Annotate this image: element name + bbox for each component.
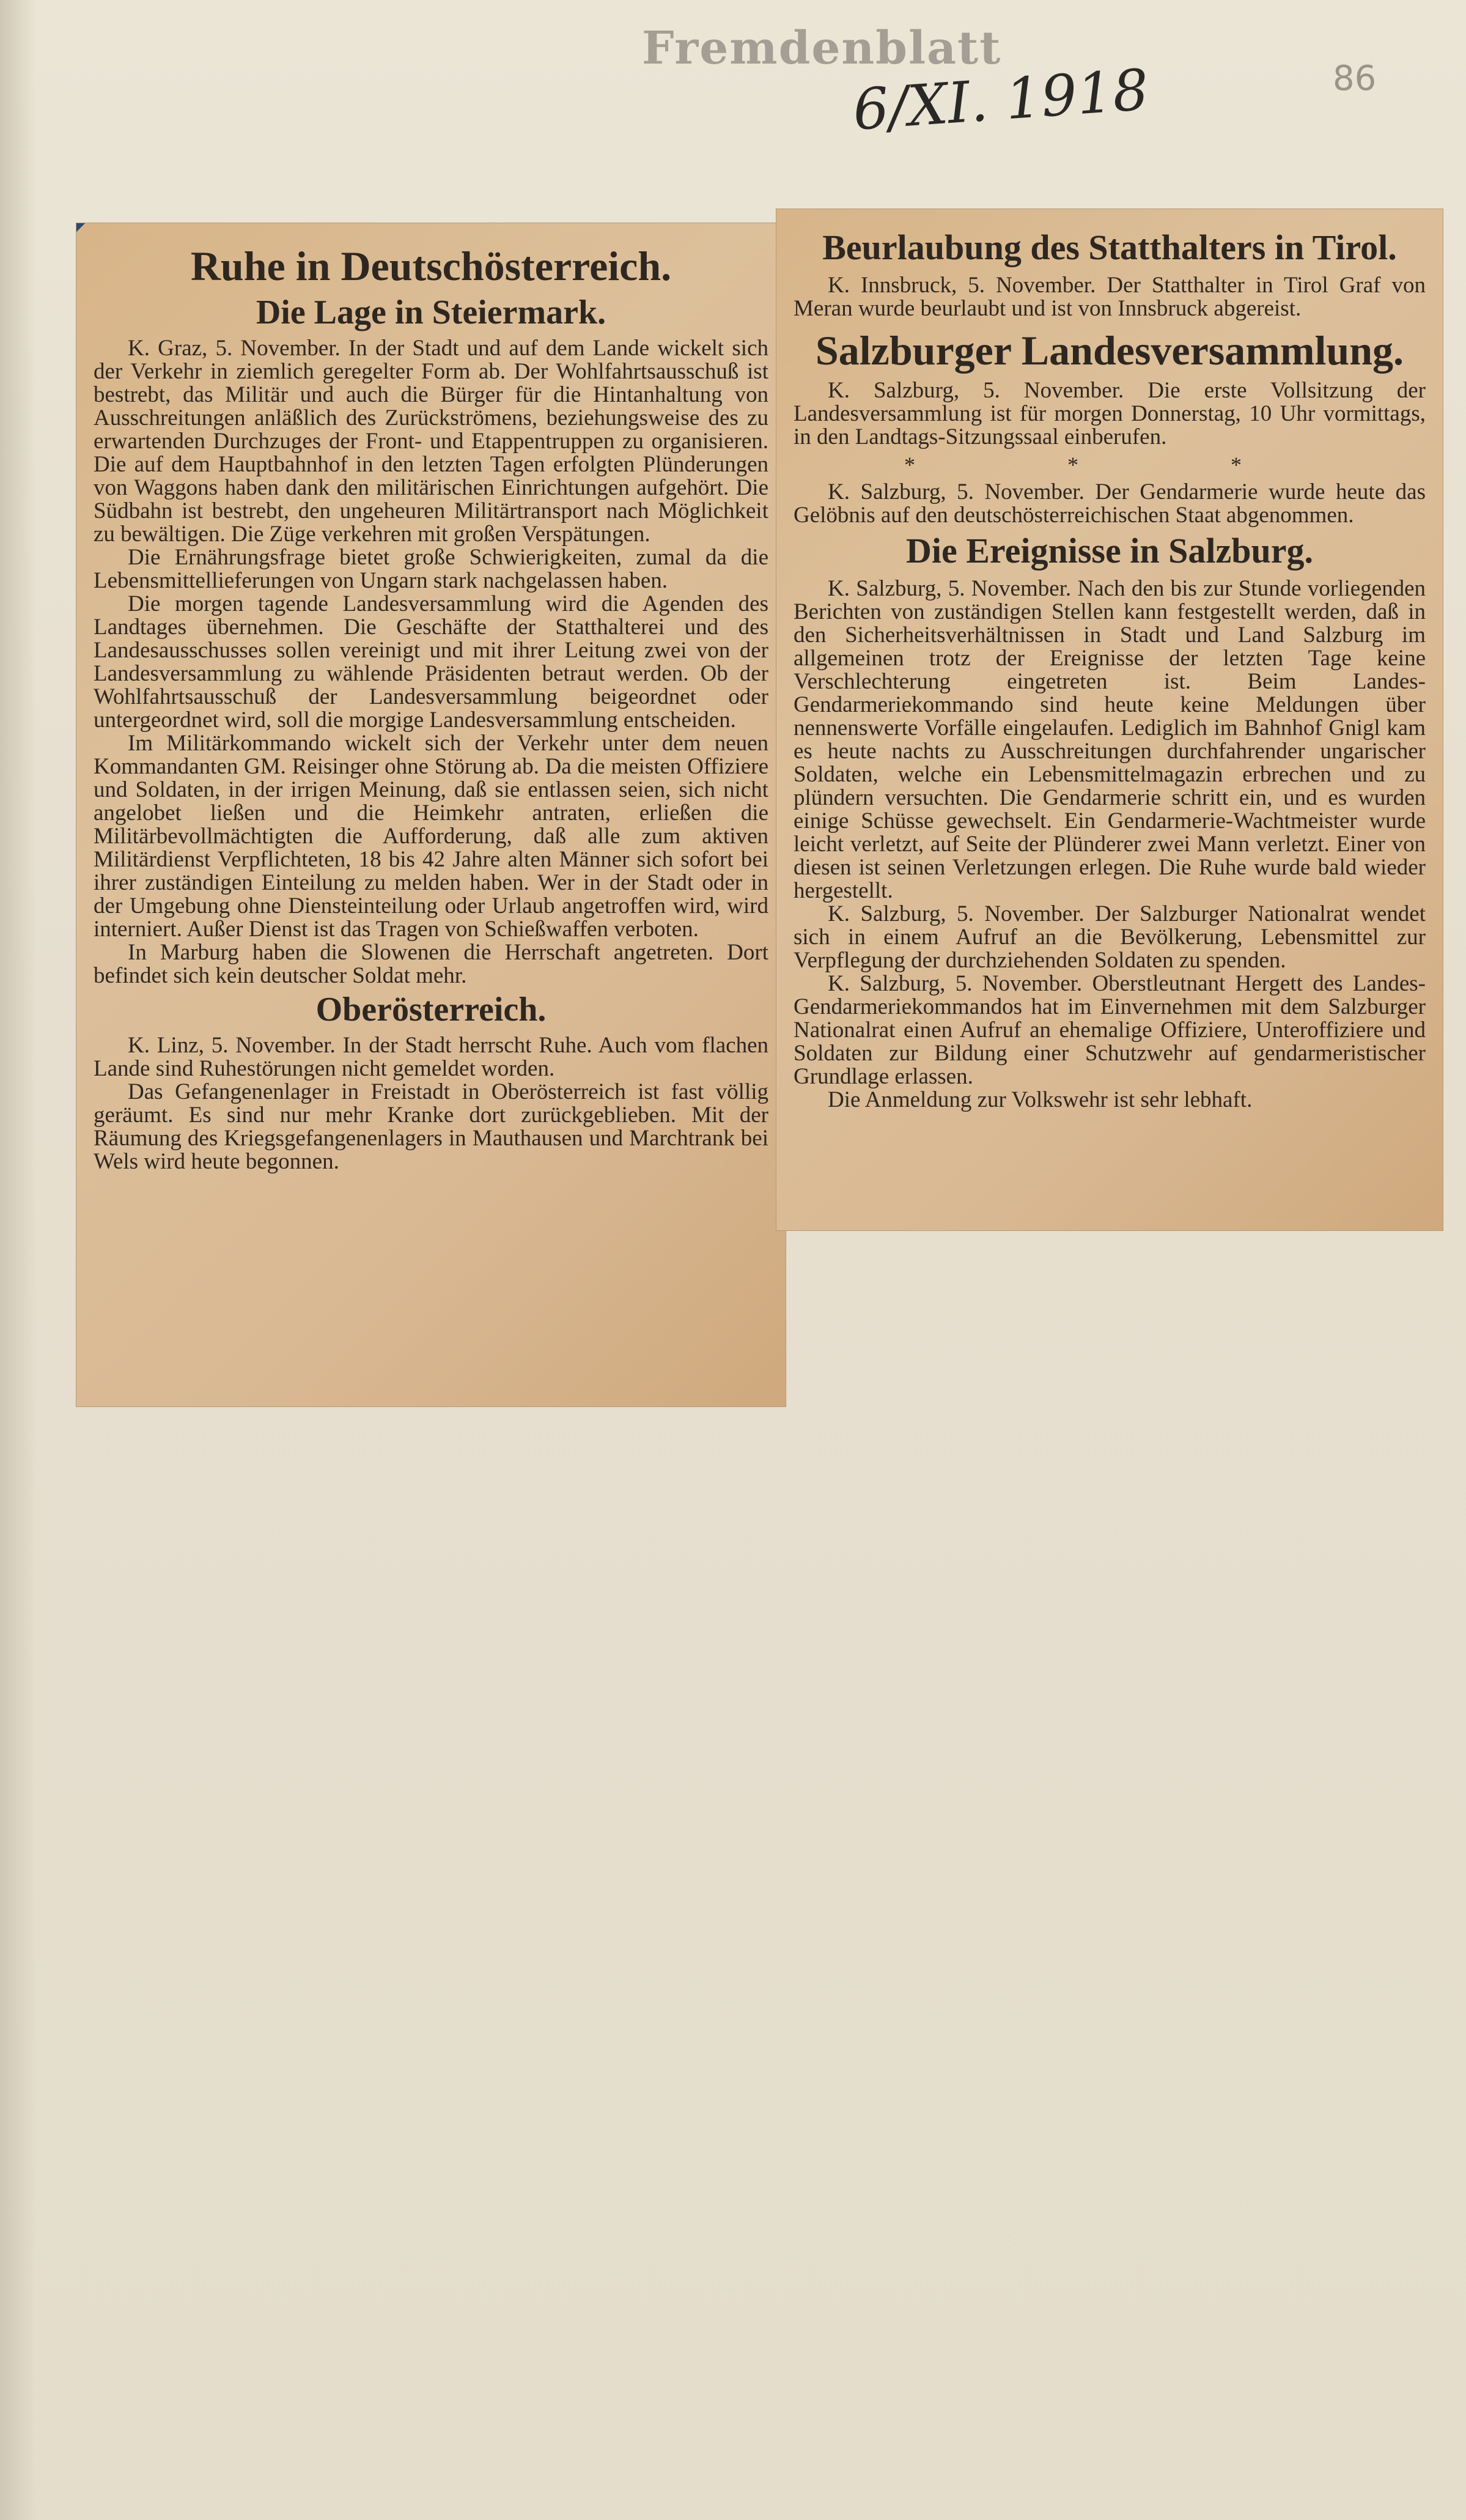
section-title-landesversammlung: Salzburger Landesversammlung. bbox=[815, 327, 1404, 374]
paragraph: In Marburg haben die Slowenen die Herrschaft angetreten. Dort befindet sich kein deutscher Soldat mehr. bbox=[94, 940, 768, 988]
section-title-oberoesterreich: Oberösterreich. bbox=[315, 991, 547, 1029]
newspaper-stamp: Fremdenblatt bbox=[642, 22, 1002, 75]
paragraph: Das Gefangenenlager in Freistadt in Oberösterreich ist fast völlig geräumt. Es sind nur mehr Kranke dort zurückgeblieben. Mit der Räumung des Kriegsgefangenenlagers in Mauthausen und Marchtrank bei Wels wird heute begonnen. bbox=[94, 1079, 768, 1174]
separator-asterisks: * * * bbox=[904, 453, 1315, 477]
paragraph: K. Salzburg, 5. November. Nach den bis zur Stunde vorliegenden Berichten von zuständigen Stellen kann festgestellt werden, daß in den Sicherheitsverhältnissen in Stadt und Land Salzburg im allgemeinen trotz der Ereignisse der letzten Tage keine Verschlechterung eingetreten ist. Beim Landes-Gendarmeriekommando sind heute keine Meldungen über nennenswerte Vorfälle eingelaufen. Lediglich im Bahnhof Gnigl kam es heute nachts zu Ausschreitungen durchfahrender ungarischer Soldaten, welche ein Lebensmittelmagazin erbrechen und zu plündern versuchten. Die Gendarmerie schritt ein, und es wurden einige Schüsse gewechselt. Ein Gendarmerie-Wachtmeister wurde leicht verletzt, auf Seite der Plünderer zwei Mann verletzt. Einer von diesen ist seinen Verletzungen erlegen. Die Ruhe wurde bald wieder hergestellt. bbox=[794, 576, 1426, 903]
paragraph: Die Ernährungsfrage bietet große Schwierigkeiten, zumal da die Lebensmittellieferungen von Ungarn stark nachgelassen haben. bbox=[94, 545, 768, 593]
section-title-steiermark: Die Lage in Steiermark. bbox=[256, 294, 606, 331]
paragraph: K. Salzburg, 5. November. Die erste Vollsitzung der Landesversammlung ist für morgen Donnerstag, 10 Uhr vormittags, in den Landtags-Sitzungssaal einberufen. bbox=[794, 378, 1426, 449]
paragraph: K. Salzburg, 5. November. Der Salzburger Nationalrat wendet sich in einem Aufruf an die Bevölkerung, Lebensmittel zur Verpflegung der durchziehenden Soldaten zu spenden. bbox=[794, 901, 1426, 973]
right-clipping bbox=[776, 209, 1443, 1230]
section-title-tirol: Beurlaubung des Statthalters in Tirol. bbox=[822, 227, 1397, 267]
paragraph: Die Anmeldung zur Volkswehr ist sehr lebhaft. bbox=[828, 1087, 1253, 1112]
paragraph: Die morgen tagende Landesversammlung wird die Agenden des Landtages übernehmen. Die Geschäfte der Statthalterei und des Landesausschusses sollen vereinigt und mit ihrer Leitung zwei von der Landesversammlung zu wählende Präsidenten betraut werden. Ob der Wohlfahrtsausschuß der Landesversammlung beigeordnet oder untergeordnet wird, soll die morgige Landesversammlung entscheiden. bbox=[94, 591, 768, 733]
headline: Ruhe in Deutschösterreich. bbox=[190, 243, 672, 289]
section-title-ereignisse: Die Ereignisse in Salzburg. bbox=[906, 531, 1313, 571]
paragraph: K. Salzburg, 5. November. Der Gendarmerie wurde heute das Gelöbnis auf den deutschösterreichischen Staat abgenommen. bbox=[794, 479, 1426, 528]
paragraph: K. Linz, 5. November. In der Stadt herrscht Ruhe. Auch vom flachen Lande sind Ruhestörungen nicht gemeldet worden. bbox=[94, 1033, 768, 1081]
corner-mark bbox=[76, 223, 168, 278]
paragraph: K. Innsbruck, 5. November. Der Statthalter in Tirol Graf von Meran wurde beurlaubt und ist von Innsbruck abgereist. bbox=[794, 273, 1426, 321]
left-clipping bbox=[76, 223, 786, 1406]
paragraph: K. Graz, 5. November. In der Stadt und auf dem Lande wickelt sich der Verkehr in ziemlich geregelter Form ab. Der Wohlfahrtsausschuß ist bestrebt, das Militär und auch die Bürger für die Hintanhaltung von Ausschreitungen anläßlich des Zurückströmens, beziehungsweise des zu erwartenden Durchzuges der Front- und Etappentruppen zu organisieren. Die auf dem Hauptbahnhof in den letzten Tagen erfolgten Plünderungen von Waggons haben dank den militärischen Einrichtungen aufgehört. Die Südbahn ist bestrebt, den ungeheuren Militärtransport nach Möglichkeit zu bewältigen. Die Züge verkehren mit großen Verspätungen. bbox=[94, 336, 768, 547]
paragraph: K. Salzburg, 5. November. Oberstleutnant Hergett des Landes-Gendarmeriekommandos hat im Einvernehmen mit dem Salzburger Nationalrat einen Aufruf an ehemalige Offiziere, Unteroffiziere und Soldaten zur Bildung einer Schutzwehr auf gendarmeristischer Grundlage erlassen. bbox=[794, 971, 1426, 1089]
handwritten-date: 6/XI. 1918 bbox=[850, 57, 1151, 143]
paragraph: Im Militärkommando wickelt sich der Verkehr unter dem neuen Kommandanten GM. Reisinger ohne Störung ab. Da die meisten Offiziere und Soldaten, in der irrigen Meinung, daß sie entlassen seien, sich nicht angelobet ließen und die Heimkehr antraten, erließen die Militärbevollmächtigten die Aufforderung, daß alle zum aktiven Militärdienst Verpflichteten, 18 bis 42 Jahre alten Männer sich sofort bei ihrer zuständigen Einteilung zu melden haben. Wer in der Stadt oder in der Umgebung ohne Diensteinteilung oder Urlaub angetroffen wird, wird interniert. Außer Dienst ist das Tragen von Schießwaffen verboten. bbox=[94, 731, 768, 942]
page-number: 86 bbox=[1333, 59, 1377, 98]
